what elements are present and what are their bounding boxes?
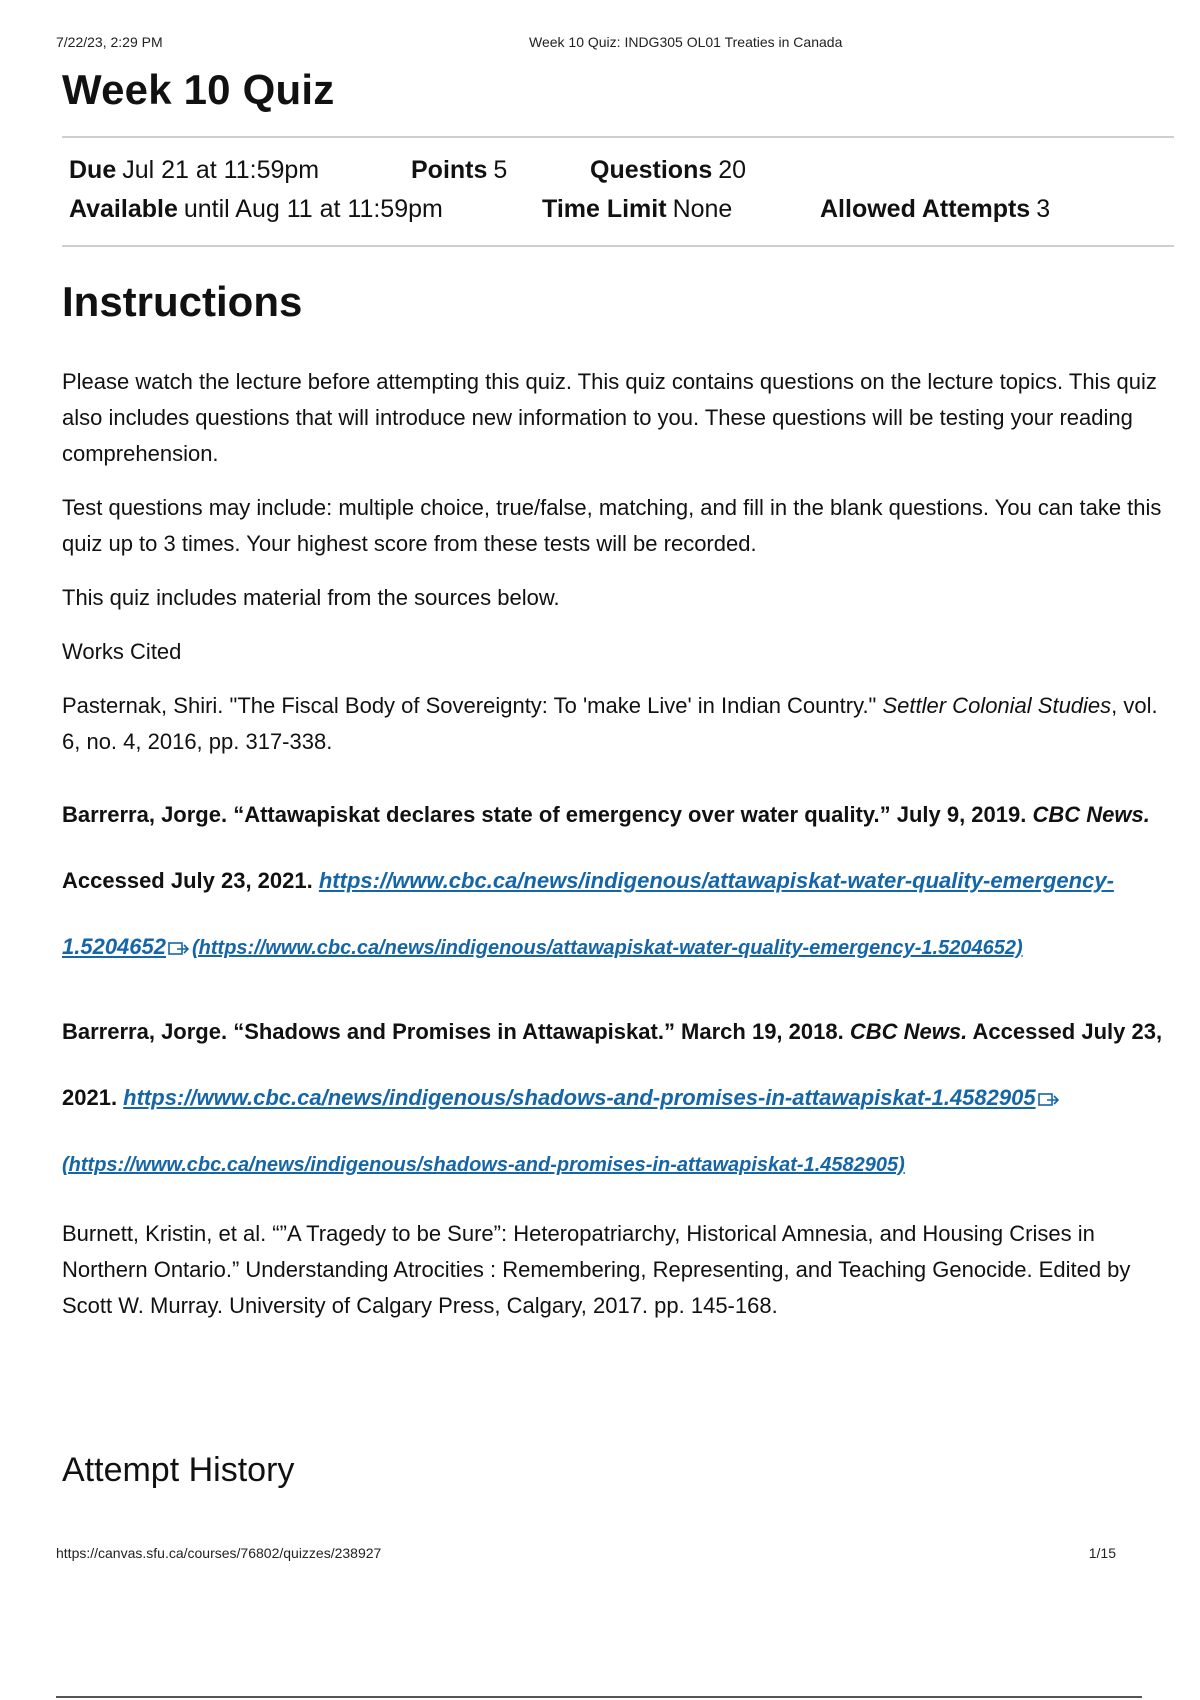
print-url: https://canvas.sfu.ca/courses/76802/quizzes/238927 xyxy=(56,1545,382,1561)
citation-link[interactable]: https://www.cbc.ca/news/indigenous/shadows-and-promises-in-attawapiskat-1.4582905 xyxy=(123,1085,1036,1110)
citation-source: CBC News. xyxy=(1032,802,1150,827)
page-title: Week 10 Quiz xyxy=(62,66,335,113)
due-value: Jul 21 at 11:59pm xyxy=(122,156,320,184)
page-edge xyxy=(56,1696,1142,1698)
external-link-icon[interactable] xyxy=(168,940,190,956)
instructions-paragraph: Test questions may include: multiple choice, true/false, matching, and fill in the blank questions. You can take this quiz up to 3 times. Your highest score from these tests will be recorded. xyxy=(62,495,1162,556)
due-meta xyxy=(69,156,319,185)
available-label: Available xyxy=(69,195,178,223)
citation-burnett: Burnett, Kristin, et al. “”A Tragedy to be Sure”: Heteropatriarchy, Historical Amnesia, and Housing Crises in Northern Ontario.” Understanding Atrocities : Remembering, Representing, and Teaching Genocide. Edited by Scott W. Murray. University of Calgary Press, Calgary, 2017. pp. 145-168. xyxy=(62,1221,1131,1318)
print-doc-title: Week 10 Quiz: INDG305 OL01 Treaties in Canada xyxy=(529,34,843,50)
questions-label: Questions xyxy=(590,156,713,184)
print-header xyxy=(56,34,1144,54)
works-cited-heading: Works Cited xyxy=(62,639,182,664)
time-limit-label: Time Limit xyxy=(542,195,667,223)
page-number: 1/15 xyxy=(1088,1545,1116,1561)
instructions-title: Instructions xyxy=(62,278,303,325)
citation-text: Accessed July 23, 2021. xyxy=(62,868,319,893)
instructions-paragraph: Please watch the lecture before attempting this quiz. This quiz contains questions on the lecture topics. This quiz also includes questions that will introduce new information to you. These questions will be testing your reading comprehension. xyxy=(62,369,1157,466)
instructions-body xyxy=(62,364,1182,1342)
citation-journal: Settler Colonial Studies xyxy=(882,693,1112,718)
due-label: Due xyxy=(69,156,117,184)
instructions-paragraph: This quiz includes material from the sources below. xyxy=(62,585,560,610)
time-limit-value: None xyxy=(672,195,733,223)
citation-link[interactable]: https://www.cbc.ca/news/indigenous/attawapiskat-water-quality-emergency-1.5204652 xyxy=(62,868,1114,959)
available-meta xyxy=(69,195,443,224)
attempts-label: Allowed Attempts xyxy=(820,195,1031,223)
citation-attawapiskat-water xyxy=(62,782,1182,981)
external-link-icon[interactable] xyxy=(1038,1091,1060,1107)
divider xyxy=(62,245,1174,247)
attempts-meta xyxy=(820,195,1050,224)
attempts-value: 3 xyxy=(1036,195,1051,223)
citation-source: CBC News. xyxy=(849,1019,968,1044)
available-value: until Aug 11 at 11:59pm xyxy=(183,195,443,223)
citation-text: Accessed July 23, 2021. xyxy=(62,1019,1163,1110)
questions-value: 20 xyxy=(718,156,747,184)
questions-meta xyxy=(590,156,746,185)
attempt-history-title: Attempt History xyxy=(62,1451,295,1489)
citation-attawapiskat-shadows xyxy=(62,999,1182,1198)
citation-text: , vol. 6, no. 4, 2016, pp. 317-338. xyxy=(62,693,1158,754)
divider xyxy=(62,136,1174,138)
citation-text: Barrerra, Jorge. “Shadows and Promises in Attawapiskat.” March 19, 2018. xyxy=(62,1019,850,1044)
citation-link-full[interactable]: (https://www.cbc.ca/news/indigenous/attawapiskat-water-quality-emergency-1.5204652) xyxy=(192,937,1023,959)
citation-link-full[interactable]: (https://www.cbc.ca/news/indigenous/shadows-and-promises-in-attawapiskat-1.4582905) xyxy=(62,1154,905,1176)
citation-text: Pasternak, Shiri. "The Fiscal Body of Sovereignty: To 'make Live' in Indian Country." xyxy=(62,693,883,718)
time-limit-meta xyxy=(542,195,732,224)
citation-pasternak xyxy=(62,688,1182,760)
points-meta xyxy=(411,156,507,185)
points-label: Points xyxy=(411,156,488,184)
print-date: 7/22/23, 2:29 PM xyxy=(56,34,163,50)
points-value: 5 xyxy=(493,156,508,184)
citation-text: Barrerra, Jorge. “Attawapiskat declares state of emergency over water quality.” July 9, 2019. xyxy=(62,802,1033,827)
